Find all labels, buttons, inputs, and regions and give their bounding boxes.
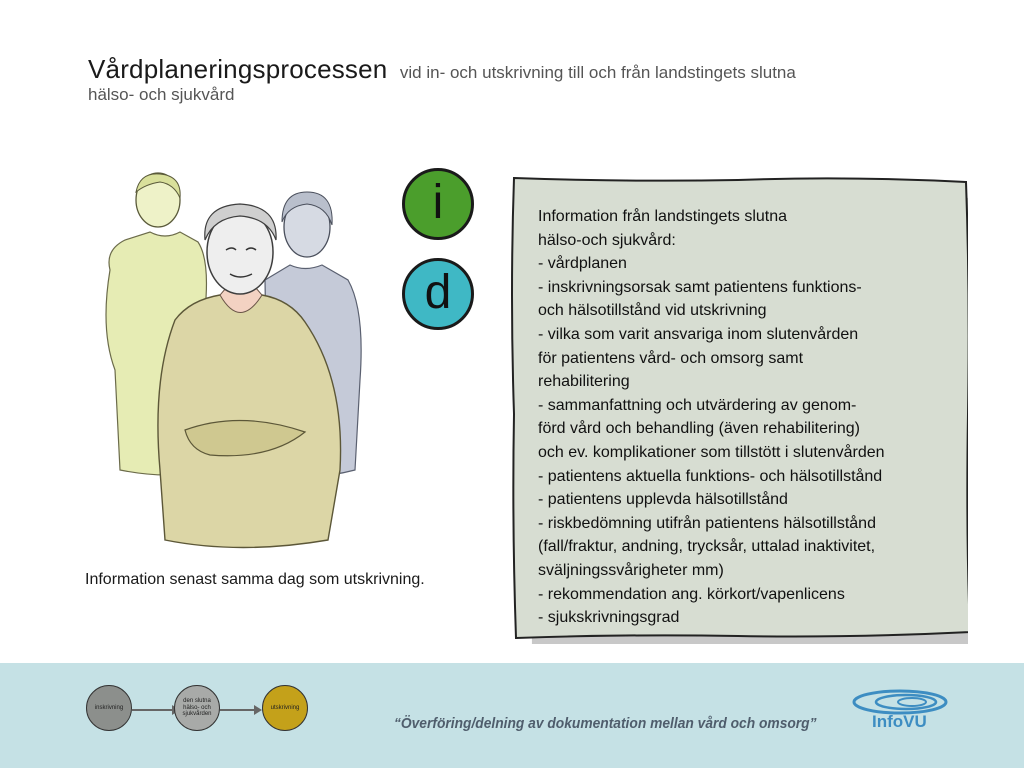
info-line: - sammanfattning och utvärdering av genom- <box>538 396 857 414</box>
flow-node-label: utskrivning <box>270 704 300 711</box>
flow-node-sluten-vard <box>174 685 220 731</box>
info-line: sväljningssvårigheter mm) <box>538 561 724 579</box>
info-line: hälso-och sjukvård: <box>538 231 676 249</box>
info-line: och hälsotillstånd vid utskrivning <box>538 302 767 320</box>
info-line: - inskrivningsorsak samt patientens funktions- <box>538 278 862 296</box>
info-line: rehabilitering <box>538 373 630 391</box>
info-list <box>538 205 973 630</box>
flow-node-label: sjukvården <box>182 711 212 718</box>
flow-node-label: hälso- och <box>183 704 211 711</box>
circle-i-letter: i <box>432 176 444 229</box>
info-line: förd vård och behandling (även rehabilitering) <box>538 420 860 438</box>
info-line: - patientens aktuella funktions- och hälsotillstånd <box>538 467 883 485</box>
page-title: Vårdplaneringsprocessen <box>88 54 388 84</box>
info-circle-i-icon <box>402 168 474 240</box>
logo-text: InfoVU <box>872 712 927 731</box>
info-line: - sjukskrivningsgrad <box>538 609 680 627</box>
info-line: Information från landstingets slutna <box>538 208 788 225</box>
info-line: - vårdplanen <box>538 255 627 273</box>
flow-node-label: inskrivning <box>94 704 124 711</box>
info-line: - vilka som varit ansvariga inom slutenvården <box>538 325 859 343</box>
flow-node-inskrivning <box>86 685 132 731</box>
footer-slogan: “Överföring/delning av dokumentation mellan vård och omsorg” <box>394 715 817 732</box>
circle-d-letter: d <box>424 266 452 319</box>
flow-node-utskrivning <box>262 685 308 731</box>
info-line: - patientens upplevda hälsotillstånd <box>538 491 788 509</box>
flow-node-label: den slutna <box>183 698 211 705</box>
page-subtitle-line2: hälso- och sjukvård <box>88 85 235 105</box>
info-line: och ev. komplikationer som tillstött i slutenvården <box>538 443 885 461</box>
info-circle-d-icon <box>402 258 474 330</box>
info-line: - rekommendation ang. körkort/vapenlicens <box>538 585 845 603</box>
slide-title-block <box>88 56 928 104</box>
caption-text: Information senast samma dag som utskrivning. <box>85 571 425 588</box>
info-line: för patientens vård- och omsorg samt <box>538 349 804 367</box>
info-line: (fall/fraktur, andning, trycksår, uttalad inaktivitet, <box>538 538 876 556</box>
page-subtitle: vid in- och utskrivning till och från landstingets slutna <box>399 63 796 82</box>
info-line: - riskbedömning utifrån patientens hälsotillstånd <box>538 514 876 532</box>
people-illustration <box>90 170 390 550</box>
